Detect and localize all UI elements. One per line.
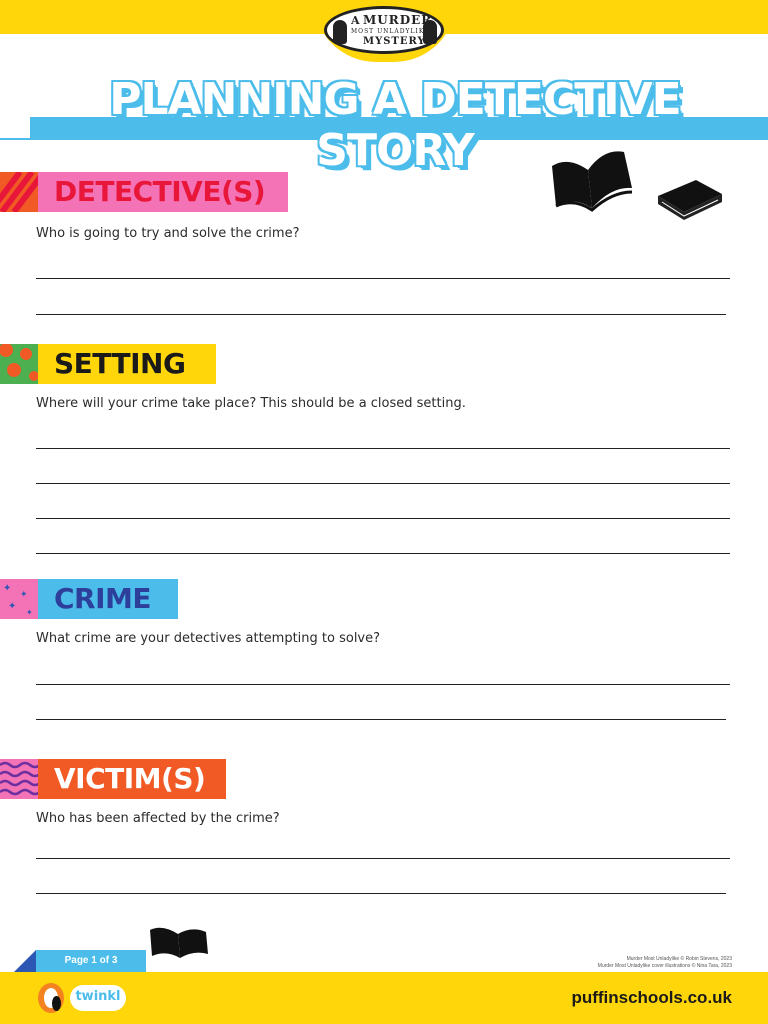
section-crime-heading: [0, 579, 178, 619]
writing-line[interactable]: [36, 314, 726, 315]
writing-line[interactable]: [36, 684, 730, 685]
svg-text:✦: ✦: [3, 583, 12, 594]
section-crime-prompt: What crime are your detectives attempting to solve?: [36, 631, 381, 646]
section-heading-text: VICTIM(S): [54, 762, 206, 795]
logo-text-murder: MURDER: [363, 13, 433, 27]
open-book-icon: [548, 148, 634, 214]
page-title: PLANNING A DETECTIVE STORY: [109, 74, 681, 176]
section-detectives-heading: [0, 172, 288, 212]
section-setting-heading: [0, 344, 216, 384]
section-detectives-prompt: Who is going to try and solve the crime?: [36, 226, 300, 241]
tab-pattern-dots: [0, 344, 38, 384]
logo-text-mystery: MYSTERY: [363, 36, 426, 47]
tab-pattern-stripes: [0, 172, 38, 212]
page-number: Page 1 of 3: [64, 955, 118, 966]
page-tab-accent: [14, 950, 36, 972]
writing-line[interactable]: [36, 483, 730, 484]
svg-text:✦: ✦: [26, 608, 33, 617]
writing-line[interactable]: [36, 858, 730, 859]
twinkl-logo-text: twinkl: [75, 989, 121, 1004]
writing-line[interactable]: [36, 448, 730, 449]
twinkl-logo-icon: [70, 985, 126, 1011]
website-link[interactable]: puffinschools.co.uk: [571, 988, 732, 1007]
section-heading-text: DETECTIVE(S): [54, 175, 266, 208]
section-victims-prompt: Who has been affected by the crime?: [36, 811, 280, 826]
writing-line[interactable]: [36, 719, 726, 720]
copyright-line-2: Murder Most Unladylike cover illustrations © Nina Tara, 2023: [597, 963, 732, 969]
closed-book-icon: [656, 176, 724, 220]
open-book-icon: [148, 924, 210, 960]
tab-pattern-stars: [0, 579, 38, 619]
svg-text:✦: ✦: [20, 590, 28, 600]
writing-line[interactable]: [36, 893, 726, 894]
logo-text-most-unladylike: MOST UNLADYLIKE: [351, 28, 430, 35]
writing-line[interactable]: [36, 553, 730, 554]
tab-pattern-waves: [0, 759, 38, 799]
writing-line[interactable]: [36, 278, 730, 279]
page-indicator: [36, 950, 146, 972]
section-heading-text: CRIME: [54, 582, 152, 615]
silhouette-left-icon: [333, 20, 347, 44]
copyright-line-1: Murder Most Unladylike © Robin Stevens, 2023: [626, 956, 732, 962]
section-setting-prompt: Where will your crime take place? This should be a closed setting.: [36, 396, 466, 411]
penguin-logo-icon: [38, 983, 64, 1013]
section-victims-heading: [0, 759, 226, 799]
svg-text:✦: ✦: [8, 601, 17, 612]
section-heading-text: SETTING: [54, 347, 186, 380]
logo-text-a: A: [351, 14, 360, 27]
writing-line[interactable]: [36, 518, 730, 519]
series-logo: [314, 0, 456, 62]
